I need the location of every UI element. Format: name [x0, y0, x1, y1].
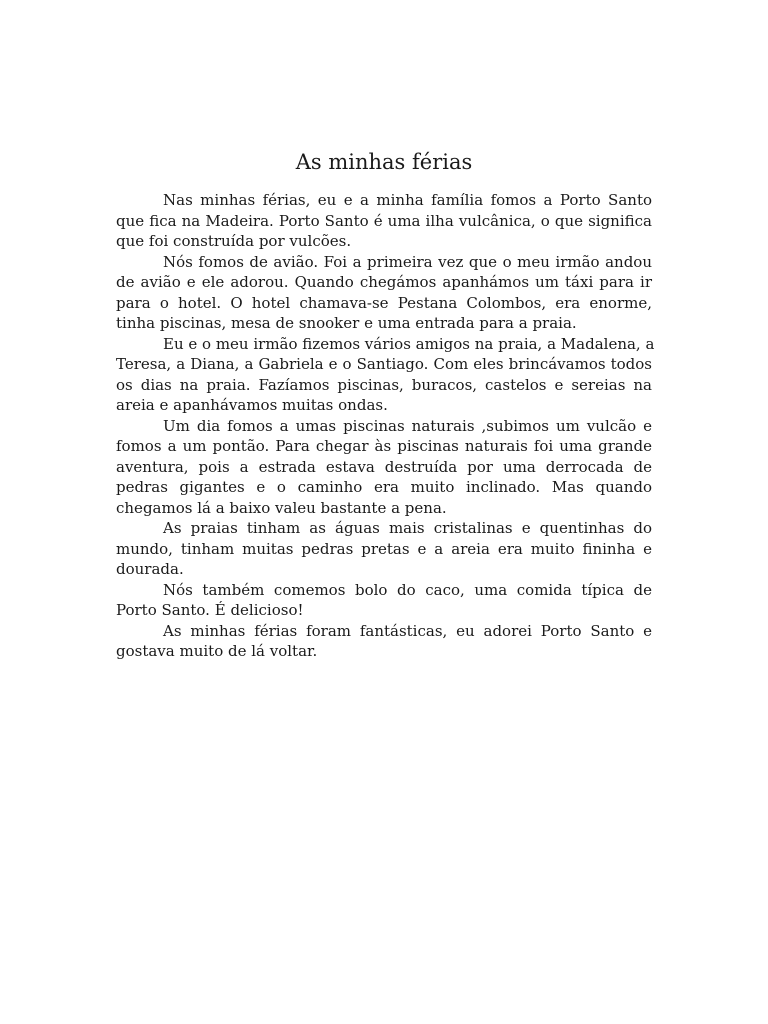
- paragraph-line: Eu e o meu irmão fizemos vários amigos na praia, a Madalena, a: [163, 334, 655, 353]
- document-title: As minhas férias: [295, 150, 473, 174]
- paragraph-line: fomos a um pontão. Para chegar às piscinas naturais foi uma grande: [116, 437, 652, 455]
- paragraph: [116, 252, 652, 334]
- paragraph-line: pedras gigantes e o caminho era muito inclinado. Mas quando: [116, 478, 652, 496]
- paragraph-line: que foi construída por vulcões.: [116, 232, 352, 250]
- paragraph: [116, 190, 652, 252]
- paragraph-line: Nas minhas férias, eu e a minha família fomos a Porto Santo: [163, 191, 652, 209]
- paragraph: [116, 621, 652, 662]
- paragraph-line: os dias na praia. Fazíamos piscinas, buracos, castelos e sereias na: [116, 375, 652, 394]
- paragraph-line: para o hotel. O hotel chamava-se Pestana Colombos, era enorme,: [116, 293, 652, 312]
- paragraph-line: de avião e ele adorou. Quando chegámos apanhámos um táxi para ir: [116, 273, 652, 291]
- paragraph-line: Nós também comemos bolo do caco, uma comida típica de: [163, 580, 652, 599]
- paragraph-line: Nós fomos de avião. Foi a primeira vez que o meu irmão andou: [163, 252, 652, 271]
- paragraph: [116, 334, 655, 416]
- paragraph-line: areia e apanhávamos muitas ondas.: [116, 396, 388, 414]
- paragraph-line: As minhas férias foram fantásticas, eu adorei Porto Santo e: [163, 621, 652, 640]
- paragraph-line: Teresa, a Diana, a Gabriela e o Santiago. Com eles brincávamos todos: [116, 355, 652, 373]
- paragraph-line: tinha piscinas, mesa de snooker e uma entrada para a praia.: [116, 314, 577, 332]
- paragraph: [116, 580, 652, 621]
- paragraph-line: mundo, tinham muitas pedras pretas e a areia era muito fininha e: [116, 539, 652, 558]
- paragraph: [116, 518, 652, 580]
- paragraph-line: chegamos lá a baixo valeu bastante a pena.: [116, 498, 447, 517]
- paragraph-line: As praias tinham as águas mais cristalinas e quentinhas do: [163, 519, 652, 537]
- paragraph-line: dourada.: [116, 560, 184, 578]
- paragraph-line: que fica na Madeira. Porto Santo é uma ilha vulcânica, o que significa: [116, 211, 652, 230]
- paragraph-line: Porto Santo. É delicioso!: [116, 601, 304, 619]
- paragraph-line: aventura, pois a estrada estava destruída por uma derrocada de: [116, 457, 652, 476]
- paragraph-line: gostava muito de lá voltar.: [116, 642, 318, 660]
- paragraph: [116, 416, 652, 519]
- document-body: [116, 190, 655, 662]
- paragraph-line: Um dia fomos a umas piscinas naturais ,subimos um vulcão e: [163, 416, 652, 435]
